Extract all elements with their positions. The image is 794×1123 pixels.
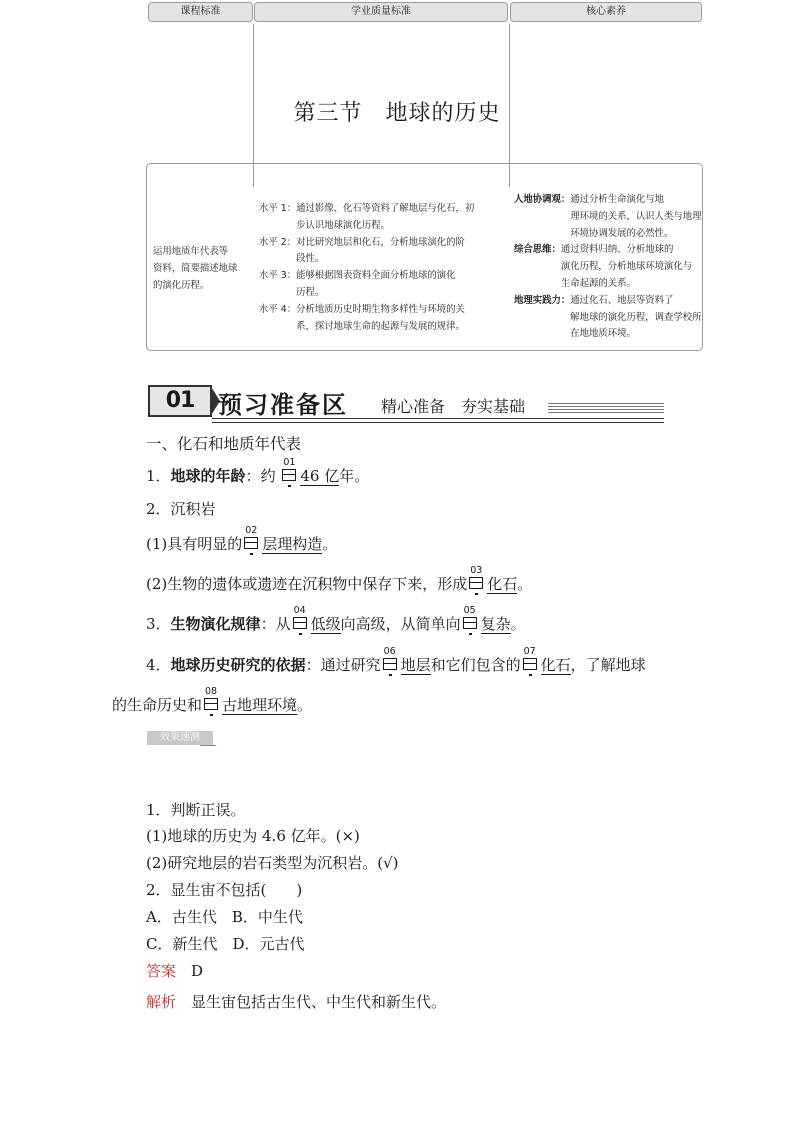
item-number: 4． [146, 656, 171, 674]
item-text: 。 [297, 696, 313, 714]
item-text: ：从 [260, 615, 291, 633]
header-course-standard: 课程标准 [148, 2, 253, 22]
literacy-line: 理环境的关系，认识人类与地理 [570, 210, 702, 222]
literacy-item [514, 192, 700, 242]
item-text: ，了解地球 [570, 656, 646, 674]
page-title: 第三节 地球的历史 [293, 101, 501, 126]
literacy-line: 环境协调发展的必然性。 [570, 227, 674, 239]
item-bedding [146, 525, 338, 554]
literacy-line: 解地球的演化历程，调查学校所 [570, 311, 702, 323]
literacy-line: 在地地质环境。 [570, 328, 636, 340]
column-divider [253, 24, 254, 187]
answer-marker: 08 [203, 695, 221, 711]
quality-level [259, 201, 505, 235]
quiz-statement-1: (1)地球的历史为 4.6 亿年。(×) [146, 827, 360, 845]
item-earth-age [146, 457, 370, 486]
answer-blank: 古地理环境 [222, 696, 298, 714]
item-label: 生物演化规律 [170, 615, 261, 633]
item-text: 。 [322, 535, 338, 553]
course-standard-cell [153, 244, 249, 294]
item-text: 。 [510, 615, 526, 633]
answer-blank: 复杂 [480, 615, 511, 633]
section-subtitle: 精心准备 夯实基础 [381, 397, 526, 416]
answer-blank: 低级 [310, 615, 341, 633]
quality-level [259, 235, 505, 269]
answer-blank: 化石 [540, 656, 571, 674]
level-key: 水平 1： [259, 203, 297, 214]
level-key: 水平 3： [259, 270, 297, 282]
answer-marker: 01 [281, 466, 299, 482]
answer-blank: 46 亿 [300, 467, 340, 485]
level-line: 历程。 [296, 286, 325, 298]
item-text: 年。 [339, 467, 370, 485]
answer-label: 答案 [146, 962, 177, 980]
quality-level [259, 268, 505, 302]
literacy-line: 通过分析生命演化与地 [570, 194, 665, 205]
item-text: 的生命历史和 [112, 696, 203, 714]
literacy-key: 综合思维： [514, 244, 561, 256]
header-quality-standard: 学业质量标准 [254, 2, 508, 22]
item-text: (1)具有明显的 [146, 535, 243, 553]
quiz-options-ab: A．古生代 B．中生代 [146, 908, 303, 926]
item-evolution-rule [146, 605, 526, 634]
item-text: ：通过研究 [305, 656, 381, 674]
banner-decoration [548, 403, 664, 415]
answer-blank: 化石 [487, 575, 518, 593]
answer-value: D [191, 962, 204, 980]
item-label: 地球历史研究的依据 [170, 656, 306, 674]
course-line: 运用地质年代表等 [153, 246, 229, 257]
answer-marker: 04 [292, 614, 310, 630]
level-line: 分析地质历史时期生物多样性与环境的关 [296, 303, 465, 315]
answer-marker: 07 [522, 655, 540, 671]
quiz-answer [146, 960, 203, 981]
item-label: 地球的年龄 [170, 467, 246, 485]
item-text: (2)生物的遗体或遗迹在沉积物中保存下来，形成 [146, 575, 468, 593]
quiz-question-1: 1．判断正误。 [146, 801, 246, 819]
level-line: 对比研究地层和化石，分析地球演化的阶 [296, 236, 465, 248]
level-line: 通过影像、化石等资料了解地层与化石，初 [296, 203, 475, 214]
literacy-item [514, 293, 700, 343]
item-number: 1． [146, 467, 171, 485]
item-text: 和它们包含的 [430, 656, 521, 674]
answer-blank: 地层 [400, 656, 431, 674]
answer-marker: 03 [468, 574, 486, 590]
column-divider [509, 24, 510, 187]
level-key: 水平 4： [259, 303, 297, 315]
core-literacy-cell [514, 192, 700, 343]
level-line: 能够根据图表资料全面分析地球的演化 [296, 270, 456, 282]
analysis-label: 解析 [146, 993, 177, 1011]
literacy-key: 地理实践力： [514, 294, 571, 306]
header-core-literacy: 核心素养 [510, 2, 702, 22]
literacy-item [514, 242, 700, 292]
level-line: 系，探讨地球生命的起源与发展的规律。 [296, 320, 465, 332]
quick-test-tag: 效果速测 [147, 731, 213, 745]
section-heading: 一、化石和地质年代表 [146, 435, 302, 453]
item-text: 。 [517, 575, 533, 593]
answer-marker: 05 [462, 614, 480, 630]
item-number: 3． [146, 615, 171, 633]
literacy-line: 通过化石、地层等资料了 [570, 294, 674, 306]
quiz-options-cd: C．新生代 D．元古代 [146, 935, 305, 953]
section-number-badge: 01 [148, 385, 212, 417]
course-line: 的演化历程。 [153, 279, 210, 291]
level-line: 段性。 [296, 253, 325, 265]
answer-blank: 层理构造 [262, 535, 323, 553]
item-fossil [146, 565, 533, 594]
analysis-text: 显生宙包括古生代、中生代和新生代。 [191, 993, 447, 1011]
answer-marker: 02 [243, 534, 261, 550]
literacy-line: 演化历程，分析地球环境演化与 [560, 261, 693, 273]
level-key: 水平 2： [259, 236, 297, 248]
section-title: 预习准备区 [218, 390, 348, 419]
item-text: ：约 [245, 467, 276, 485]
level-line: 步认识地球演化历程。 [296, 219, 390, 231]
item-research-basis [146, 646, 646, 675]
quality-level [259, 302, 505, 336]
item-sedimentary-rock: 2．沉积岩 [146, 500, 216, 518]
course-line: 资料，简要描述地球 [153, 262, 238, 274]
item-text: 向高级，从简单向 [340, 615, 461, 633]
banner-rule [212, 418, 664, 423]
quiz-statement-2: (2)研究地层的岩石类型为沉积岩。(√) [146, 854, 399, 872]
answer-marker: 06 [382, 655, 400, 671]
quality-standard-cell [259, 201, 505, 335]
quiz-question-2: 2．显生宙不包括( ) [146, 881, 303, 899]
item-research-basis-continued [112, 686, 313, 715]
literacy-key: 人地协调观： [514, 194, 571, 205]
quiz-analysis [146, 991, 446, 1012]
literacy-line: 生命起源的关系。 [560, 277, 636, 289]
literacy-line: 通过资料归纳、分析地球的 [560, 244, 674, 256]
